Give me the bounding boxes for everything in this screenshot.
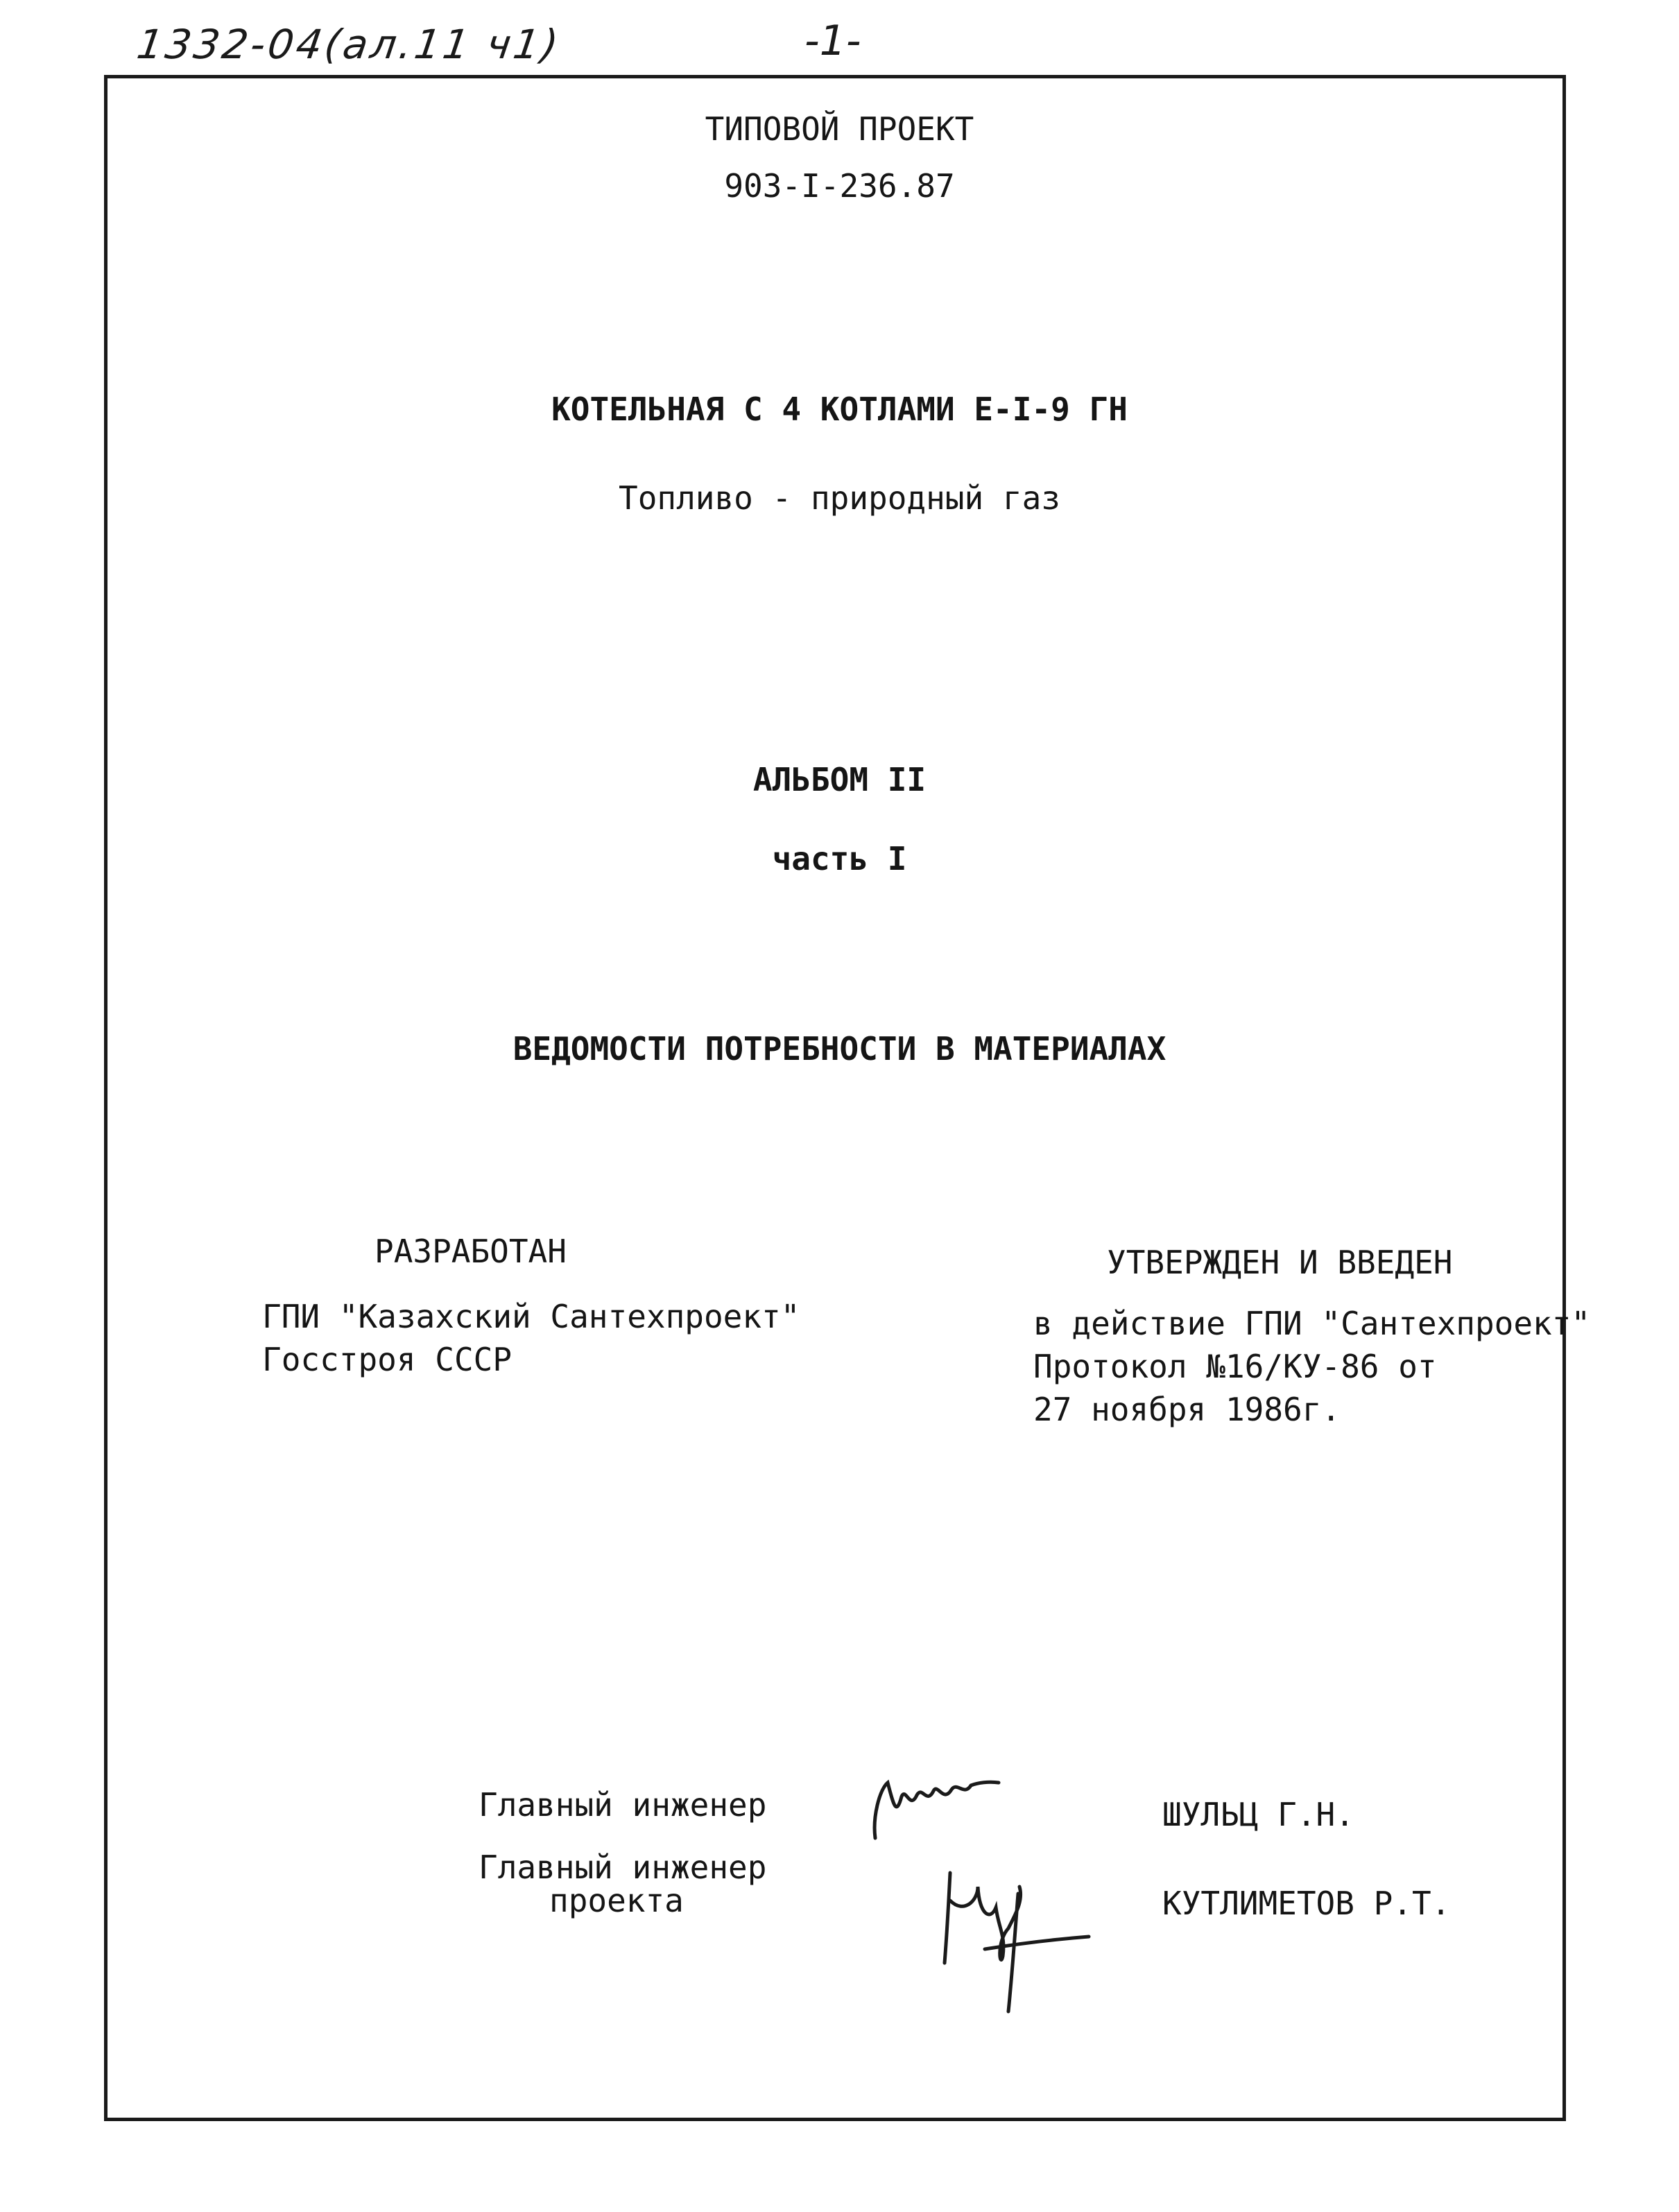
- project-engineer-title-1: Главный инженер: [479, 1849, 767, 1886]
- chief-engineer-name: ШУЛЬЦ Г.Н.: [1162, 1796, 1354, 1833]
- album-number: АЛЬБОМ II: [752, 761, 927, 798]
- project-type: ТИПОВОЙ ПРОЕКТ: [705, 110, 974, 148]
- handwritten-signatures: [860, 1762, 1110, 2039]
- document-name: ВЕДОМОСТИ ПОТРЕБНОСТИ В МАТЕРИАЛАХ: [513, 1030, 1166, 1068]
- approved-line-2: Протокол №16/КУ-86 от: [1033, 1348, 1437, 1385]
- project-number: 903-I-236.87: [724, 167, 955, 205]
- developed-ministry: Госстроя СССР: [262, 1341, 513, 1378]
- signature-chief-engineer: [875, 1782, 999, 1838]
- archive-code-handwritten: 1332-04(ал.11 ч1): [134, 21, 564, 68]
- developed-heading: РАЗРАБОТАН: [374, 1233, 567, 1270]
- approved-line-1: в действие ГПИ "Сантехпроект": [1033, 1305, 1591, 1342]
- approved-line-3: 27 ноября 1986г.: [1033, 1391, 1341, 1428]
- fuel-line: Топливо - природный газ: [619, 479, 1060, 517]
- developed-organization: ГПИ "Казахский Сантехпроект": [262, 1298, 800, 1335]
- approved-heading: УТВЕРЖДЕН И ВВЕДЕН: [1107, 1244, 1453, 1281]
- chief-engineer-title: Главный инженер: [479, 1786, 767, 1824]
- page-number-handwritten: -1-: [804, 17, 861, 65]
- album-part: часть I: [772, 840, 907, 877]
- project-engineer-name: КУТЛИМЕТОВ Р.Т.: [1162, 1885, 1451, 1922]
- project-engineer-title-2: проекта: [549, 1882, 684, 1919]
- signature-project-engineer: [945, 1873, 1089, 2012]
- subject-title: КОТЕЛЬНАЯ С 4 КОТЛАМИ Е-I-9 ГН: [551, 391, 1128, 428]
